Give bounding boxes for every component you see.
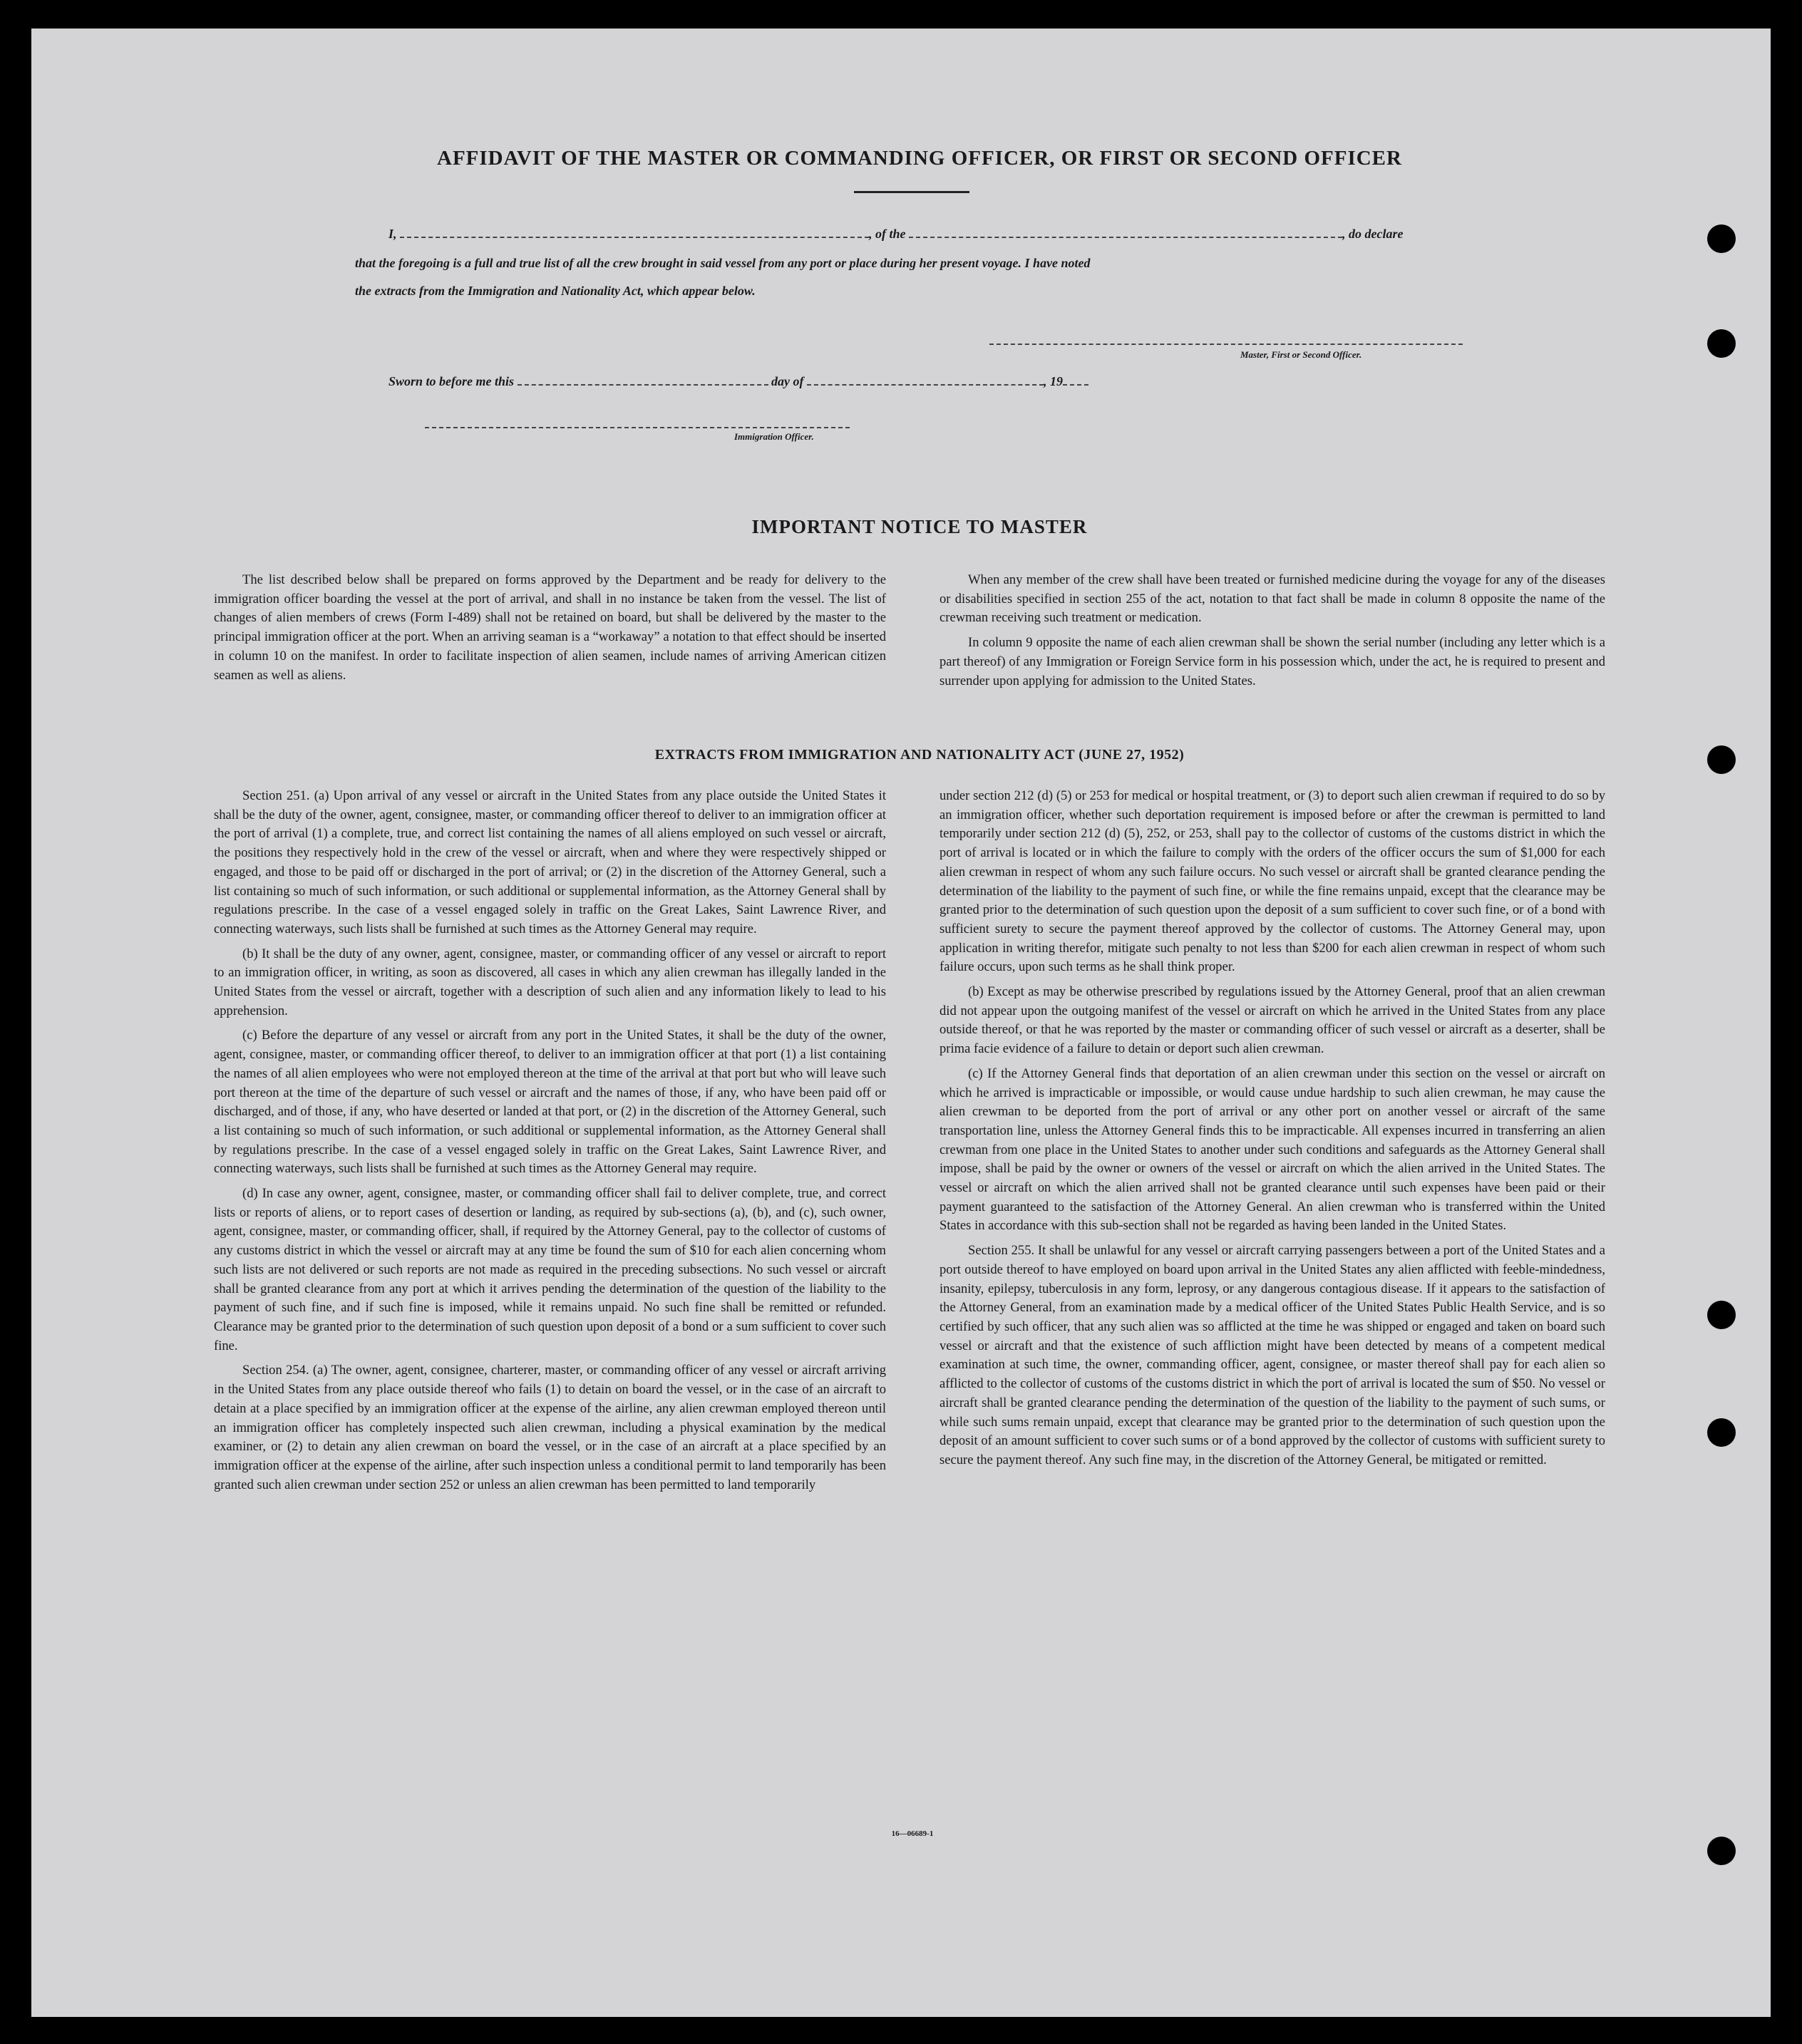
form-number: 16—06689-1 <box>891 1829 934 1838</box>
extracts-right-column <box>939 787 1605 1476</box>
extracts-title: EXTRACTS FROM IMMIGRATION AND NATIONALITY ACT (JUNE 27, 1952) <box>654 747 1185 763</box>
extract-paragraph: Section 255. It shall be unlawful for any vessel or aircraft carrying passengers between a port of the United States and a port outside thereof to have employed on board upon arrival in the United States any alien afflicted with feeble-mindedness, insanity, epilepsy, tuberculosis in any form, leprosy, or any dangerous contagious disease. If it appears to the satisfaction of the Attorney General, from an examination made by a medical officer of the United States Public Health Service, and is so certified by such officer, that any such alien was so afflicted at the time he was shipped or engaged and taken on board such vessel or aircraft and that the existence of such affliction might have been detected by means of a competent medical examination at such time, the owner, commanding officer, agent, consignee, or master thereof shall pay for each alien so afflicted to the collector of customs of the customs district in which the port of arrival is located the sum of $50. No vessel or aircraft shall be granted clearance pending the determination of the question of the liability to the payment of such sums, or while such sums remain unpaid, except that clearance may be granted prior to the determination of such question upon the deposit of an amount sufficient to cover such sums or of a bond approved by the collector of customs with sufficient surety to secure the payment thereof. Any such fine may, in the discretion of the Attorney General, be mitigated or remitted. <box>939 1243 1605 1467</box>
extract-paragraph: under section 212 (d) (5) or 253 for medical or hospital treatment, or (3) to deport such alien crewman if required to do so by an immigration officer, whether such deportation requirement is imposed before or after the crewman is permitted to land temporarily under section 212 (d) (5), 252, or 253, shall pay to the collector of customs of the customs district in which the port of arrival is located or in which the failure to comply with the orders of the officer occurs the sum of $1,000 for each alien crewman in respect of whom any such failure occurs. No such vessel or aircraft shall be granted clearance pending the determination of the liability to the payment of such fine, or while the fine remains unpaid, except that the clearance may be granted prior to the determination of such question upon the deposit of a sum sufficient to cover such fine, or of a bond with sufficient surety to secure the payment thereof approved by the collector of customs. The Attorney General may, upon application in writing therefor, mitigate such penalty to not less than $200 for each alien crewman in respect of whom such failure occurs, upon such terms as he shall think proper. <box>939 788 1605 975</box>
punch-hole <box>1707 329 1736 358</box>
extract-paragraph: (b) Except as may be otherwise prescribed by regulations issued by the Attorney General, proof that an alien crewman did not appear upon the outgoing manifest of the vessel or aircraft on which he arrived in the United States from any place outside thereof, or that he was reported by the master or commanding officer of such vessel or aircraft as a deserter, shall be prima facie evidence of a failure to detain or deport such alien crewman. <box>939 984 1605 1057</box>
notice-left-column <box>214 571 886 691</box>
officer-signature-field[interactable] <box>425 418 850 428</box>
declaration-line <box>388 227 1404 242</box>
punch-hole <box>1707 224 1736 253</box>
declaration-text: the extracts from the Immigration and Nationality Act, which appear below. <box>355 284 756 298</box>
sworn-month-field[interactable] <box>807 376 1044 386</box>
notice-right-column <box>939 571 1605 696</box>
name-field[interactable] <box>400 228 869 238</box>
i-label: I, <box>388 227 397 241</box>
extract-paragraph: (b) It shall be the duty of any owner, agent, consignee, master, or commanding officer of any vessel or aircraft to report to an immigration officer, in writing, as soon as discovered, all cases in which any alien crewman has illegally landed in the United States from the vessel or aircraft, together with a description of such alien and any information likely to lead to his apprehension. <box>214 946 886 1018</box>
declaration-text: that the foregoing is a full and true list of all the crew brought in said vessel from any port or place during her present voyage. I have noted <box>355 256 1091 270</box>
extracts-left-column <box>214 787 886 1500</box>
sworn-day-field[interactable] <box>518 376 768 386</box>
notice-title: IMPORTANT NOTICE TO MASTER <box>751 516 1088 537</box>
vessel-field[interactable] <box>909 228 1342 238</box>
sworn-line <box>388 374 1088 389</box>
year-label: , 19 <box>1044 374 1064 388</box>
notice-paragraph: When any member of the crew shall have been treated or furnished medicine during the voyage for any of the diseases or disabilities specified in section 255 of the act, notation to that fact shall be made in column 8 opposite the name of the crewman receiving such treatment or medication. <box>939 572 1605 626</box>
extract-paragraph: (c) If the Attorney General finds that deportation of an alien crewman under this section on the vessel or aircraft on which he arrived is impracticable or impossible, or would cause undue hardship to such alien crewman, he may cause the alien crewman to be deported from the port of arrival or any other port on another vessel or aircraft of the same transportation line, unless the Attorney General finds this to be impracticable. All expenses incurred in transferring an alien crewman from one place in the United States to another under such conditions and safeguards as the Attorney General shall impose, shall be paid by the owner or owners of the vessel or aircraft on which the alien arrived in the United States. The vessel or aircraft on which the alien arrived shall not be granted clearance until such expenses have been paid or their payment guaranteed to the satisfaction of the Attorney General. An alien crewman who is transferred within the United States in accordance with this sub-section shall not be regarded as having been landed in the United States. <box>939 1065 1605 1234</box>
extract-paragraph: (c) Before the departure of any vessel or aircraft from any port in the United States, it shall be the duty of the owner, agent, consignee, master, or commanding officer thereof, to deliver to an immigration officer at that port (1) a list containing the names of all alien employees who were not employed thereon at the time of the arrival at that port but who will leave such port thereon at the time of the departure of such vessel or aircraft and the names of those, if any, who have been paid off or discharged, and of those, if any, who have deserted or landed at that port, or (2) in the discretion of the Attorney General, such a list containing so much of such information, or such additional or supplemental information, as the Attorney General shall by regulations prescribe. In the case of a vessel engaged solely in traffic on the Great Lakes, Saint Lawrence River, and connecting waterways, such lists shall be furnished at such times as the Attorney General may require. <box>214 1028 886 1177</box>
punch-hole <box>1707 1837 1736 1865</box>
extract-paragraph: Section 254. (a) The owner, agent, consignee, charterer, master, or commanding officer of any vessel or aircraft arriving in the United States from any place outside thereof who fails (1) to detain on board the vessel, or in the case of an aircraft to detain at a place specified by an immigration officer at the expense of the airline, any alien crewman employed thereon until an immigration officer has completely inspected such alien crewman, including a physical examination by the medical examiner, or (2) to detain any alien crewman on board the vessel, or in the case of an aircraft at a place specified by an immigration officer at the expense of the airline, after such inspection unless a conditional permit to land temporarily has been granted such alien crewman under section 252 or unless an alien crewman has been permitted to land temporarily <box>214 1363 886 1492</box>
notice-paragraph: In column 9 opposite the name of each alien crewman shall be shown the serial number (including any letter which is a part thereof) of any Immigration or Foreign Service form in his possession which, under the act, he is required to present and surrender upon applying for admission to the United States. <box>939 635 1605 688</box>
do-declare-label: , do declare <box>1342 227 1404 241</box>
extract-paragraph: Section 251. (a) Upon arrival of any vessel or aircraft in the United States from any place outside the United States it shall be the duty of the owner, agent, consignee, master, or commanding officer thereof to deliver to an immigration officer at the port of arrival (1) a complete, true, and correct list containing the names of all aliens employed on such vessel or aircraft, the positions they respectively hold in the crew of the vessel or aircraft, when and where they were respectively shipped or engaged, and those to be paid off or discharged in the port of arrival; or (2) in the discretion of the Attorney General, such a list containing so much of such information, or such additional or supplemental information, as the Attorney General shall by regulations prescribe. In the case of a vessel engaged solely in traffic on the Great Lakes, Saint Lawrence River, and connecting waterways, such lists shall be furnished at such times as the Attorney General may require. <box>214 788 886 936</box>
punch-hole <box>1707 745 1736 774</box>
punch-hole <box>1707 1301 1736 1329</box>
master-caption: Master, First or Second Officer. <box>1240 349 1362 360</box>
notice-paragraph: The list described below shall be prepared on forms approved by the Department and be ready for delivery to the immigration officer boarding the vessel at the port of arrival, and shall in no instance be taken from the vessel. The list of changes of alien members of crews (Form I-489) shall not be retained on board, but shall be delivered by the master to the principal immigration officer at the port. When an arriving seaman is a “workaway” a notation to that effect should be inserted in column 10 on the manifest. In order to facilitate inspection of alien seamen, include names of arriving American citizen seamen as well as aliens. <box>214 572 886 683</box>
punch-hole <box>1707 1418 1736 1447</box>
sworn-year-field[interactable] <box>1063 376 1088 386</box>
title-rule <box>854 191 969 193</box>
extract-paragraph: (d) In case any owner, agent, consignee, master, or commanding officer shall fail to deliver complete, true, and correct lists or reports of aliens, or to report cases of desertion or landing, as required by sub-sections (a), (b), and (c), such owner, agent, consignee, master, or commanding officer, shall, if required by the Attorney General, pay to the collector of customs of any customs district in which the vessel or aircraft may at any time be found the sum of $10 for each alien concerning whom such lists are not delivered or such reports are not made as required in the preceding subsections. No such vessel or aircraft shall be granted clearance from any port at which it arrives pending the determination of the question of the liability to the payment of such fine, and if such fine is imposed, while it remains unpaid. No such fine shall be remitted or refunded. Clearance may be granted prior to the determination of such question upon deposit of a bond or a sum sufficient to cover such fine. <box>214 1186 886 1353</box>
sworn-label: Sworn to before me this <box>388 374 515 388</box>
day-of-label: day of <box>771 374 804 388</box>
affidavit-title: AFFIDAVIT OF THE MASTER OR COMMANDING OFFICER, OR FIRST OR SECOND OFFICER <box>437 147 1402 170</box>
officer-caption: Immigration Officer. <box>734 431 814 442</box>
master-signature-field[interactable] <box>989 335 1463 345</box>
of-the-label: , of the <box>869 227 906 241</box>
